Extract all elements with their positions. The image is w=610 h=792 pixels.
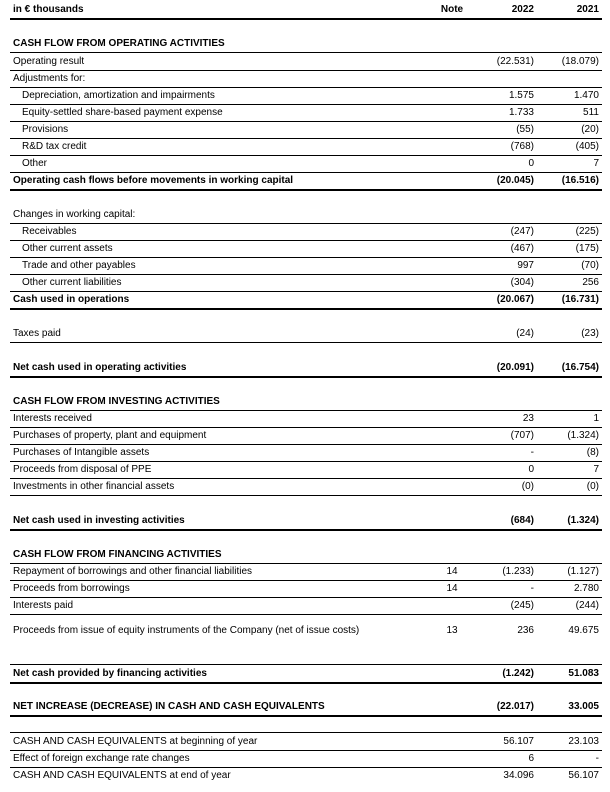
total-row: [10, 512, 602, 531]
table-row: [10, 750, 602, 768]
row-label: CASH FLOW FROM INVESTING ACTIVITIES: [13, 396, 220, 407]
value-2022: 236: [517, 625, 534, 636]
value-2021: -: [595, 753, 599, 764]
section-title-operating: [10, 35, 602, 53]
cash-flow-statement: [10, 0, 602, 792]
subtotal-row: [10, 291, 602, 310]
header-2022: 2022: [511, 4, 534, 15]
note-ref: 14: [446, 566, 458, 577]
table-row: [10, 240, 602, 258]
value-2022: (684): [510, 515, 534, 526]
row-label: Taxes paid: [13, 328, 61, 339]
value-2021: 7: [593, 464, 599, 475]
row-label: Changes in working capital:: [13, 209, 136, 220]
row-label: Operating cash flows before movements in working capital: [13, 175, 294, 186]
table-row: [10, 138, 602, 156]
table-row: [10, 444, 602, 462]
value-2022: 34.096: [503, 770, 534, 781]
total-row: [10, 664, 602, 684]
value-2021: (1.324): [567, 515, 599, 526]
value-2022: 1.733: [508, 107, 534, 118]
value-2021: (23): [581, 328, 599, 339]
value-2022: (1.242): [502, 668, 534, 679]
value-2022: 23: [522, 413, 534, 424]
row-label: Other current liabilities: [22, 277, 122, 288]
row-label: Proceeds from disposal of PPE: [13, 464, 152, 475]
value-2022: (20.067): [496, 294, 534, 305]
table-row: [10, 597, 602, 615]
value-2021: (18.079): [561, 56, 599, 67]
row-label: CASH FLOW FROM FINANCING ACTIVITIES: [13, 549, 222, 560]
row-label: Purchases of property, plant and equipment: [13, 430, 207, 441]
row-label: Investments in other financial assets: [13, 481, 175, 492]
table-row: [10, 206, 602, 224]
row-label: Equity-settled share-based payment expense: [22, 107, 223, 118]
row-label: Adjustments for:: [13, 73, 86, 84]
table-row: [10, 87, 602, 105]
header-2021: 2021: [576, 4, 599, 15]
value-2021: (1.324): [567, 430, 599, 441]
table-row: [10, 410, 602, 428]
table-row: [10, 274, 602, 292]
value-2022: (245): [510, 600, 534, 611]
value-2022: (20.045): [496, 175, 534, 186]
total-row: [10, 359, 602, 378]
value-2021: 256: [582, 277, 599, 288]
table-row: [10, 478, 602, 496]
row-label: Operating result: [13, 56, 85, 67]
table-row: [10, 53, 602, 71]
value-2021: (1.127): [567, 566, 599, 577]
row-label: R&D tax credit: [22, 141, 87, 152]
value-2022: (22.017): [496, 701, 534, 712]
row-label: Net cash provided by financing activities: [13, 668, 207, 679]
row-label: Effect of foreign exchange rate changes: [13, 753, 190, 764]
table-row: [10, 325, 602, 343]
row-label: Interests paid: [13, 600, 74, 611]
value-2022: (24): [516, 328, 534, 339]
header-unit-label: in € thousands: [13, 4, 84, 15]
value-2021: (244): [575, 600, 599, 611]
value-2021: (16.516): [561, 175, 599, 186]
table-row: [10, 580, 602, 598]
value-2022: (1.233): [502, 566, 534, 577]
value-2022: (22.531): [496, 56, 534, 67]
row-label: Other: [22, 158, 48, 169]
value-2022: (707): [510, 430, 534, 441]
row-label: Depreciation, amortization and impairments: [22, 90, 215, 101]
value-2022: 56.107: [503, 736, 534, 747]
value-2021: 51.083: [568, 668, 599, 679]
row-label: CASH FLOW FROM OPERATING ACTIVITIES: [13, 38, 225, 49]
row-label: Interests received: [13, 413, 92, 424]
table-row: [10, 223, 602, 241]
value-2022: (304): [510, 277, 534, 288]
subtotal-row: [10, 172, 602, 191]
value-2021: 7: [593, 158, 599, 169]
value-2021: 1.470: [573, 90, 599, 101]
table-row: [10, 732, 602, 751]
value-2021: (175): [575, 243, 599, 254]
value-2022: 997: [517, 260, 534, 271]
value-2021: 49.675: [568, 625, 599, 636]
net-increase-row: [10, 698, 602, 717]
value-2021: 33.005: [568, 701, 599, 712]
header-row: [10, 1, 602, 20]
value-2022: (0): [521, 481, 534, 492]
table-row: [10, 155, 602, 173]
row-label: Repayment of borrowings and other financial liabilities: [13, 566, 253, 577]
value-2021: (405): [575, 141, 599, 152]
value-2021: (16.731): [561, 294, 599, 305]
table-row: [10, 767, 602, 784]
row-label: Other current assets: [22, 243, 113, 254]
table-row: [10, 70, 602, 88]
row-label: Receivables: [22, 226, 77, 237]
value-2021: (8): [586, 447, 599, 458]
value-2022: (247): [510, 226, 534, 237]
value-2021: 1: [593, 413, 599, 424]
row-label: Purchases of Intangible assets: [13, 447, 150, 458]
row-label: Provisions: [22, 124, 69, 135]
value-2021: (70): [581, 260, 599, 271]
note-ref: 13: [446, 625, 458, 636]
value-2022: 0: [528, 158, 534, 169]
section-title-financing: [10, 546, 602, 564]
row-label: Trade and other payables: [22, 260, 136, 271]
table-row: [10, 121, 602, 139]
value-2022: (20.091): [496, 362, 534, 373]
value-2022: 0: [528, 464, 534, 475]
row-label: Cash used in operations: [13, 294, 130, 305]
value-2021: (0): [586, 481, 599, 492]
table-row: [10, 257, 602, 275]
table-row: [10, 622, 602, 639]
row-label: Net cash used in operating activities: [13, 362, 187, 373]
value-2022: -: [530, 447, 534, 458]
value-2022: (55): [516, 124, 534, 135]
table-row: [10, 104, 602, 122]
value-2021: 2.780: [573, 583, 599, 594]
value-2022: 1.575: [508, 90, 534, 101]
value-2021: 56.107: [568, 770, 599, 781]
value-2022: 6: [528, 753, 534, 764]
value-2021: 511: [583, 107, 599, 118]
value-2022: (768): [510, 141, 534, 152]
table-row: [10, 427, 602, 445]
value-2021: 23.103: [568, 736, 599, 747]
row-label: CASH AND CASH EQUIVALENTS at end of year: [13, 770, 231, 781]
section-title-investing: [10, 393, 602, 411]
row-label: Proceeds from issue of equity instruments of the Company (net of issue costs): [13, 625, 360, 636]
row-label: CASH AND CASH EQUIVALENTS at beginning of year: [13, 736, 258, 747]
note-ref: 14: [446, 583, 458, 594]
row-label: Proceeds from borrowings: [13, 583, 130, 594]
value-2021: (225): [575, 226, 599, 237]
value-2022: -: [530, 583, 534, 594]
value-2021: (16.754): [561, 362, 599, 373]
table-row: [10, 461, 602, 479]
row-label: Net cash used in investing activities: [13, 515, 185, 526]
header-note: Note: [440, 4, 464, 15]
table-row: [10, 563, 602, 581]
row-label: NET INCREASE (DECREASE) IN CASH AND CASH EQUIVALENTS: [13, 701, 325, 712]
value-2022: (467): [510, 243, 534, 254]
value-2021: (20): [581, 124, 599, 135]
